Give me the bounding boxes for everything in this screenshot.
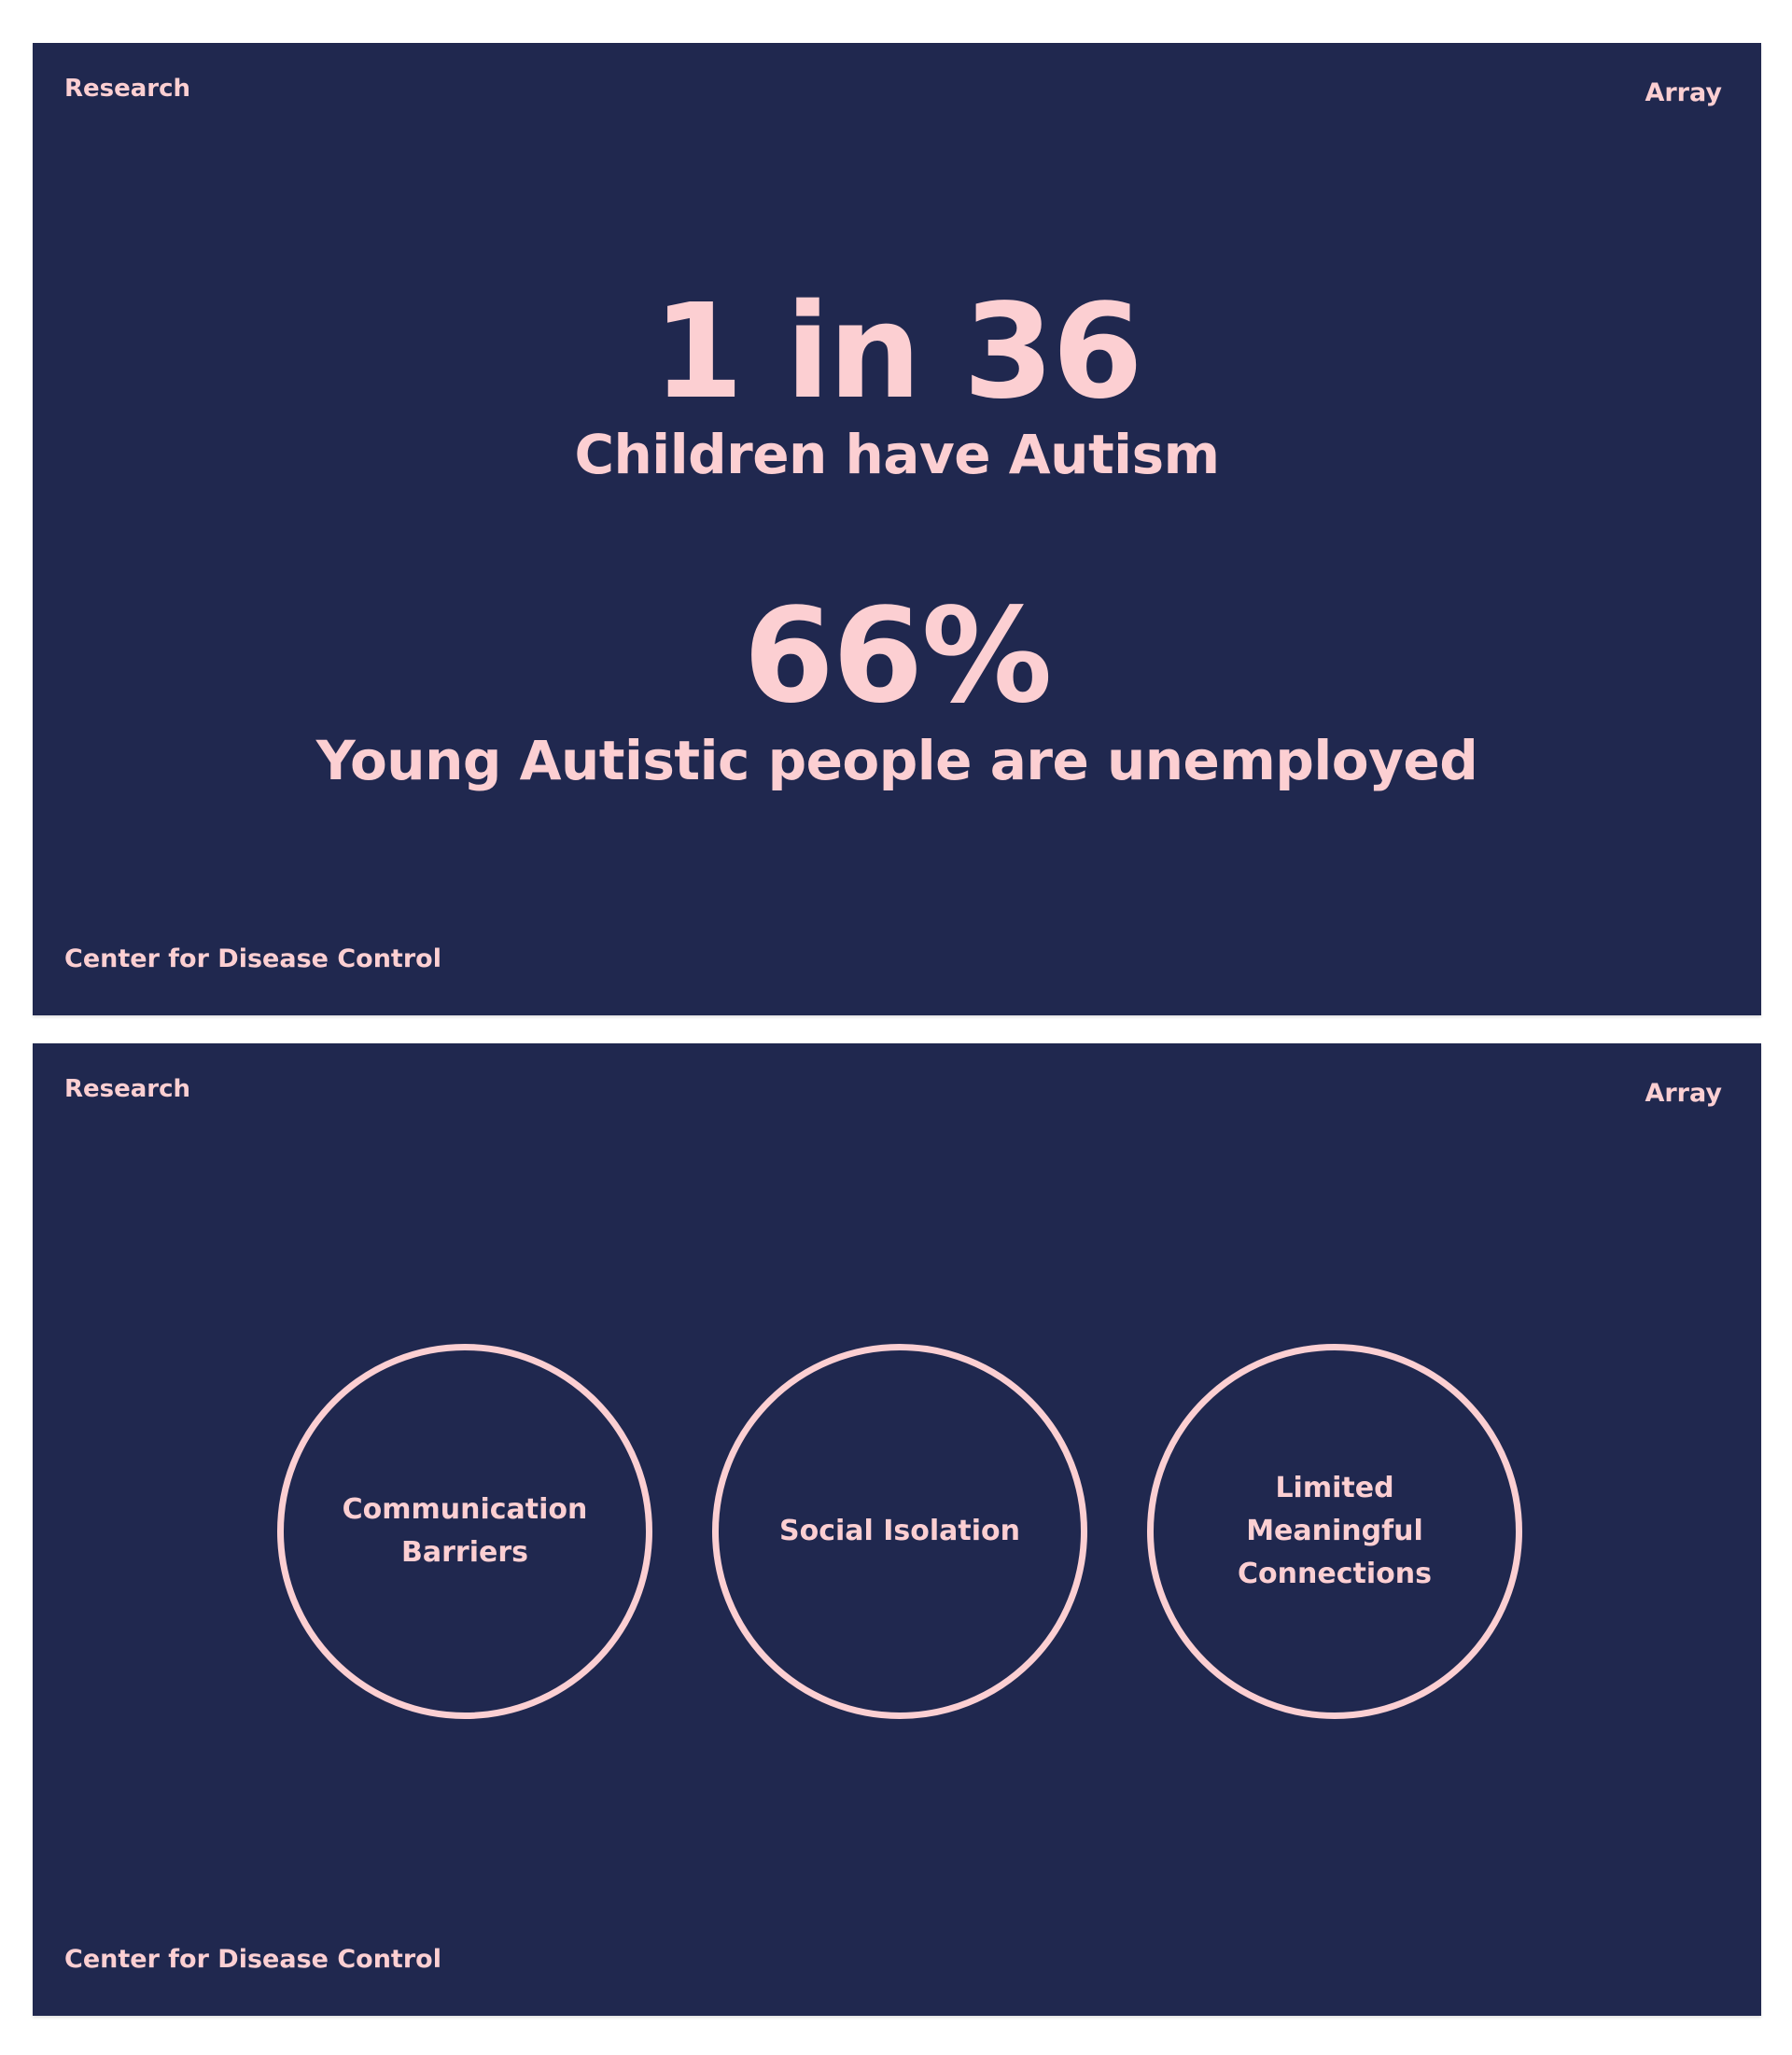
stat-caption: Children have Autism [574,423,1220,486]
challenge-label: Limited Meaningful Connections [1238,1472,1432,1590]
stat-value: 66% [743,580,1051,733]
challenge-circle-isolation [712,1344,1087,1719]
brand-name: Array [1645,78,1722,107]
challenge-label: Communication Barriers [342,1493,588,1569]
stat-autism-prevalence [33,276,1761,486]
challenge-label: Social Isolation [778,1515,1020,1547]
section-label: Research [64,1075,191,1103]
section-label: Research [64,75,191,103]
brand-name: Array [1645,1079,1722,1108]
challenge-circle-communication [277,1344,652,1719]
source-credit: Center for Disease Control [64,944,441,973]
stat-unemployment [33,580,1761,792]
stat-value: 1 in 36 [652,276,1141,428]
source-credit: Center for Disease Control [64,1945,441,1974]
slide-challenges [33,1043,1761,2016]
slide-statistics [33,43,1761,1015]
stat-caption: Young Autistic people are unemployed [315,729,1478,792]
challenge-circle-connections [1147,1344,1522,1719]
